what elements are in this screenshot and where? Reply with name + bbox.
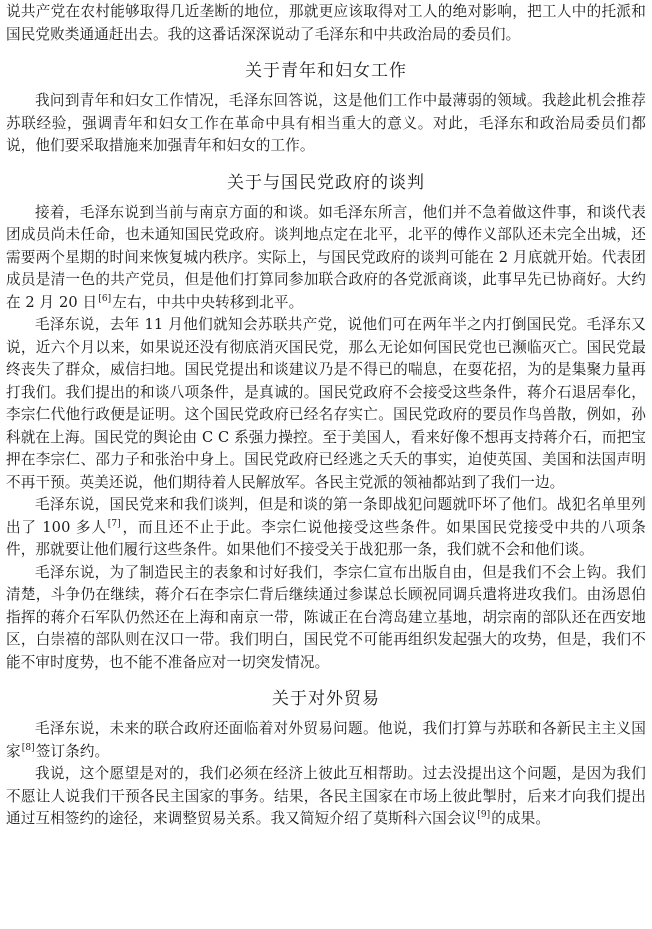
paragraph-trotskyists: 说共产党在农村能够取得几近垄断的地位，那就更应该取得对工人的绝对影响，把工人中的托派和国民党败类通通赶出去。我的这番话深深说动了毛泽东和中共政治局的委员们。 [6,3,646,43]
paragraph-text: 的成果。 [491,810,551,827]
paragraph-mutual-help [6,763,646,831]
section-heading-kmt-negotiations: 关于与国民党政府的谈判 [227,172,425,193]
section-heading-youth-women: 关于青年和妇女工作 [245,61,407,81]
paragraph-text: 签订条约。 [35,742,110,760]
section-heading-foreign-trade: 关于对外贸易 [272,689,380,709]
paragraph-text: 接着，毛泽东说到当前与南京方面的和谈。如毛泽东所言，他们并不急着做这件事，和谈代表团成员尚未任命，也未通知国民党政府。谈判地点定在北平，北平的傅作义部队还未完全出城，还需要两个星期的时间来恢复城内秩序。实际上，与国民党政府的谈判可能在 2 月底就开始。代表团成员是清一色的共产党员，但是他们打算同参加联合政府的各党派商谈，此事早先已协商好。大约在 2 月 20 日 [6,203,646,311]
footnote-marker[interactable]: [9] [477,810,491,821]
paragraph-youth-women: 我问到青年和妇女工作情况，毛泽东回答说，这是他们工作中最薄弱的领域。我趁此机会推荐苏联经验，强调青年和妇女工作在革命中具有相当重大的意义。对此，毛泽东和政治局委员们都说，他们要采取措施来加强青年和妇女的工作。 [6,92,646,154]
paragraph-text: 我说，这个愿望是对的，我们必须在经济上彼此互相帮助。过去没提出这个问题，是因为我们不愿让人说我们干预各民主国家的事务。结果，各民主国家在市场上彼此掣肘，后来才向我们提出通过互相签约的途径，来调整贸易关系。我又简短介绍了莫斯科六国会议 [6,765,646,827]
footnote-marker[interactable]: [8] [21,742,35,753]
paragraph-struggle-continues: 毛泽东说，为了制造民主的表象和讨好我们，李宗仁宣布出版自由，但是我们不会上钩。我们清楚，斗争仍在继续，蒋介石在李宗仁背后继续通过参谋总长顾祝同调兵遣将进攻我们。由汤恩伯指挥的蒋介石军队仍然还在上海和南京一带，陈诚正在台湾岛建立基地，胡宗南的部队还在西安地区，白崇禧的部队则在汉口一带。我们明白，国民党不可能再组织发起强大的攻势，但是，我们不能不审时度势，也不能不准备应对一切突发情况。 [6,563,646,671]
footnote-marker[interactable]: [6] [98,293,112,304]
paragraph-nanjing-talks [6,202,646,315]
paragraph-text: ，而且还不止于此。李宗仁说他接受这些条件。如果国民党接受中共的八项条件，那就要让他们履行这些条件。如果他们不接受关于战犯那一条，我们就不会和他们谈。 [6,518,646,558]
footnote-marker[interactable]: [7] [107,518,121,529]
document-page [6,0,646,831]
paragraph-war-criminals [6,494,646,562]
paragraph-text: 毛泽东说，国民党来和我们谈判，但是和谈的第一条即战犯问题就吓坏了他们。战犯名单里列出了 100 多人 [6,496,646,536]
paragraph-text: 左右，中共中央转移到北平。 [112,293,304,311]
paragraph-kmt-collapse: 毛泽东说，去年 11 月他们就知会苏联共产党，说他们可在两年半之内打倒国民党。毛泽东又说，近六个月以来，如果说还没有彻底消灭国民党，那么无论如何国民党也已濒临灭亡。国民党最终丧失了群众，威信扫地。国民党提出和谈建议乃是不得已的喘息，在耍花招，为的是集聚力量再打我们。我们提出的和谈八项条件，是真诚的。国民党政府不会接受这些条件，蒋介石退居奉化，李宗仁代他行政便是证明。这个国民党政府已经名存实亡。国民党政府的要员作鸟兽散，例如，孙科就在上海。国民党的舆论由 C C 系强力操控。至于美国人，看来好像不想再支持蒋介石，而把宝押在李宗仁、邵力子和张治中身上。国民党政府已经逃之夭夭的事实，迫使英国、美国和法国声明不再干预。英美还说，他们期待着人民解放军。各民主党派的领袖都站到了我们一边。 [6,316,646,491]
paragraph-text: 毛泽东说，未来的联合政府还面临着对外贸易问题。他说，我们打算与苏联和各新民主主义国家 [6,720,646,760]
paragraph-foreign-trade [6,718,646,763]
